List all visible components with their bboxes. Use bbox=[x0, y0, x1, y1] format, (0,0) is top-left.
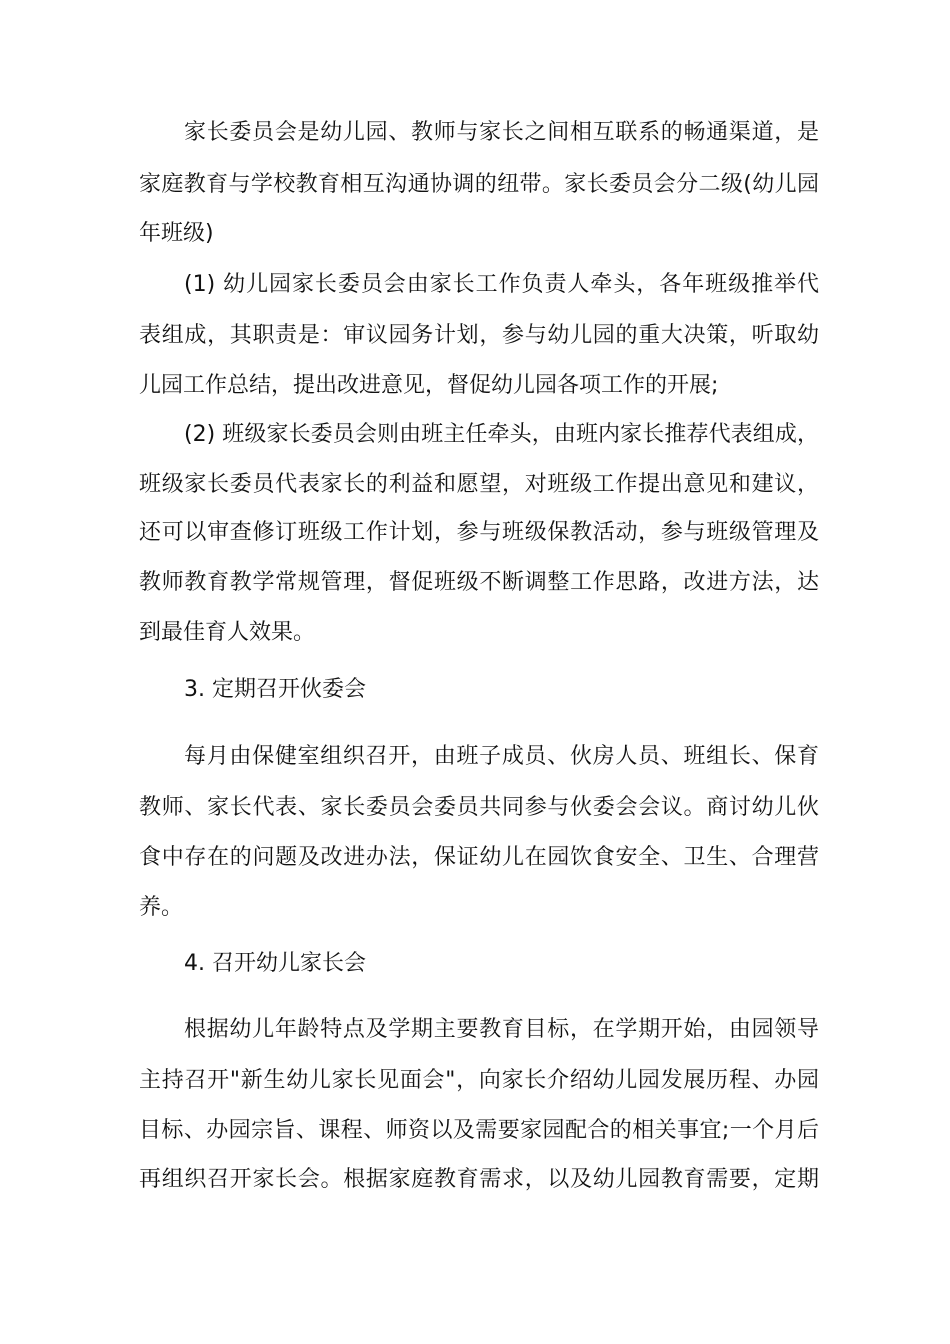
paragraph-line: (2) 班级家长委员会则由班主任牵头，由班内家长推荐代表组成， bbox=[184, 422, 819, 447]
paragraph-line: 儿园工作总结，提出改进意见，督促幼儿园各项工作的开展; bbox=[139, 373, 719, 398]
paragraph-line: 年班级) bbox=[139, 221, 214, 246]
paragraph-line: 教师、家长代表、家长委员会委员共同参与伙委会会议。商讨幼儿伙 bbox=[139, 795, 819, 820]
paragraph-line: 表组成，其职责是：审议园务计划，参与幼儿园的重大决策，听取幼 bbox=[139, 323, 819, 348]
paragraph-line: 养。 bbox=[139, 895, 184, 920]
paragraph-line: 再组织召开家长会。根据家庭教育需求，以及幼儿园教育需要，定期 bbox=[139, 1167, 819, 1192]
paragraph-line: 每月由保健室组织召开，由班子成员、伙房人员、班组长、保育 bbox=[184, 744, 819, 769]
paragraph-line: 教师教育教学常规管理，督促班级不断调整工作思路，改进方法，达 bbox=[139, 570, 819, 595]
paragraph-line: 到最佳育人效果。 bbox=[139, 620, 316, 645]
paragraph-line: 班级家长委员代表家长的利益和愿望，对班级工作提出意见和建议， bbox=[139, 472, 819, 497]
section-heading: 3. 定期召开伙委会 bbox=[184, 677, 366, 702]
paragraph-line: (1) 幼儿园家长委员会由家长工作负责人牵头，各年班级推举代 bbox=[184, 272, 819, 297]
paragraph-line: 食中存在的问题及改进办法，保证幼儿在园饮食安全、卫生、合理营 bbox=[139, 845, 819, 870]
paragraph-line: 主持召开"新生幼儿家长见面会"，向家长介绍幼儿园发展历程、办园 bbox=[139, 1068, 819, 1093]
section-heading: 4. 召开幼儿家长会 bbox=[184, 951, 366, 976]
paragraph-line: 家庭教育与学校教育相互沟通协调的纽带。家长委员会分二级(幼儿园 bbox=[139, 172, 819, 197]
paragraph-line: 还可以审查修订班级工作计划，参与班级保教活动，参与班级管理及 bbox=[139, 520, 819, 545]
paragraph-line: 根据幼儿年龄特点及学期主要教育目标，在学期开始，由园领导 bbox=[184, 1017, 819, 1042]
paragraph-line: 目标、办园宗旨、课程、师资以及需要家园配合的相关事宜;一个月后 bbox=[139, 1118, 819, 1143]
paragraph-line: 家长委员会是幼儿园、教师与家长之间相互联系的畅通渠道，是 bbox=[184, 120, 819, 145]
